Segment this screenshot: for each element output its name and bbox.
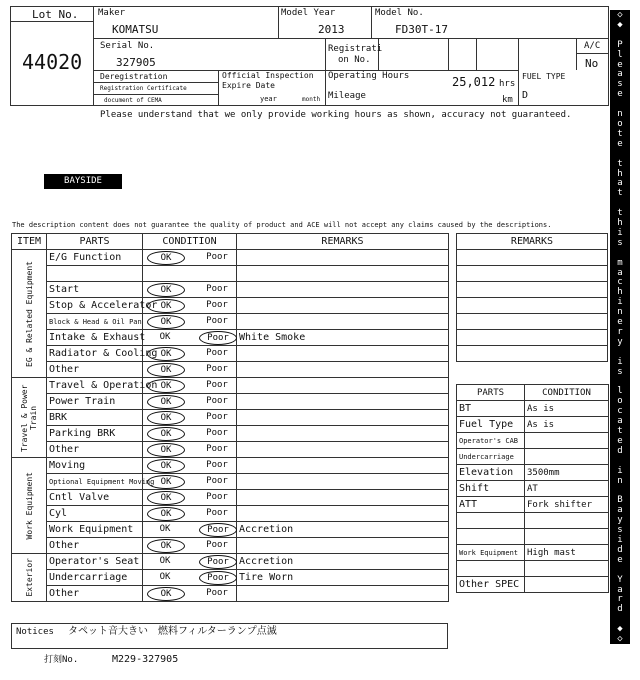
group-label: EG & Related Equipment bbox=[24, 260, 34, 367]
table-row bbox=[457, 465, 609, 481]
right-remarks-header: REMARKS bbox=[457, 234, 608, 250]
condition-cell bbox=[143, 506, 237, 522]
sidebar-char: n bbox=[617, 109, 623, 120]
condition-cell bbox=[143, 442, 237, 458]
registration-label-1: Registrati bbox=[328, 44, 383, 54]
stamp-value: M229-327905 bbox=[112, 654, 179, 665]
model-no-value: FD30T-17 bbox=[395, 23, 448, 36]
table-row bbox=[12, 458, 449, 474]
table-row bbox=[457, 330, 608, 346]
table-row bbox=[457, 282, 608, 298]
sidebar-char: h bbox=[617, 168, 623, 179]
sidebar-char: m bbox=[617, 257, 623, 268]
lot-label: Lot No. bbox=[32, 8, 79, 21]
registration-label-2: on No. bbox=[338, 55, 371, 65]
remarks-cell bbox=[237, 506, 449, 522]
sidebar-char bbox=[610, 198, 630, 208]
remarks-cell bbox=[457, 266, 608, 282]
sidebar-char: s bbox=[617, 79, 623, 90]
condition-cell bbox=[143, 490, 237, 506]
table-row bbox=[12, 586, 449, 602]
table-row bbox=[12, 426, 449, 442]
poor-mark: Poor bbox=[206, 428, 228, 438]
table-row bbox=[457, 401, 609, 417]
table-row bbox=[12, 394, 449, 410]
remarks-cell bbox=[237, 538, 449, 554]
condition-cell bbox=[143, 298, 237, 314]
remarks-cell: White Smoke bbox=[237, 330, 449, 346]
sidebar-char: y bbox=[617, 336, 623, 347]
poor-mark: Poor bbox=[206, 364, 228, 374]
sidebar-char: ◇ bbox=[617, 10, 623, 20]
ok-mark: OK bbox=[147, 443, 185, 457]
part-name: Intake & Exhaust bbox=[47, 330, 143, 346]
sidebar-char: i bbox=[617, 535, 623, 546]
condition-cell bbox=[143, 266, 237, 282]
table-row bbox=[12, 346, 449, 362]
table-row bbox=[12, 506, 449, 522]
group-cell bbox=[12, 250, 47, 378]
group-cell bbox=[12, 458, 47, 554]
table-row bbox=[457, 497, 609, 513]
sidebar-char: a bbox=[617, 267, 623, 278]
part-name: Travel & Operation bbox=[47, 378, 143, 394]
sidebar-char: d bbox=[617, 445, 623, 456]
sidebar-char: d bbox=[617, 604, 623, 615]
poor-mark: Poor bbox=[206, 540, 228, 550]
group-label: Exterior bbox=[24, 558, 34, 597]
ok-mark: OK bbox=[147, 491, 185, 505]
condition-cell bbox=[143, 538, 237, 554]
table-row bbox=[12, 250, 449, 266]
poor-mark: Poor bbox=[199, 331, 237, 345]
fuel-type-value: D bbox=[522, 90, 529, 101]
table-row bbox=[12, 522, 449, 538]
part-name: Operator's Seat bbox=[47, 554, 143, 570]
spec-header-parts: PARTS bbox=[457, 385, 525, 401]
condition-cell bbox=[143, 522, 237, 538]
ok-mark: OK bbox=[147, 283, 185, 297]
spec-value bbox=[525, 449, 609, 465]
sidebar-char: t bbox=[617, 188, 623, 199]
remarks-cell bbox=[237, 250, 449, 266]
ok-mark: OK bbox=[147, 315, 185, 329]
stamp-label: 打刻No. bbox=[44, 655, 79, 665]
spec-value: As is bbox=[525, 417, 609, 433]
sidebar-char: l bbox=[617, 386, 623, 397]
sidebar-char: a bbox=[617, 178, 623, 189]
part-name: Cyl bbox=[47, 506, 143, 522]
poor-mark: Poor bbox=[206, 348, 228, 358]
sidebar-char: P bbox=[617, 39, 623, 50]
km-label: km bbox=[502, 95, 513, 105]
spec-part bbox=[457, 561, 525, 577]
condition-cell bbox=[143, 330, 237, 346]
ac-value: No bbox=[585, 57, 599, 70]
part-name: Work Equipment bbox=[47, 522, 143, 538]
spec-part: Shift bbox=[457, 481, 525, 497]
table-row bbox=[457, 449, 609, 465]
sidebar-char bbox=[610, 347, 630, 357]
condition-cell bbox=[143, 426, 237, 442]
cema-label: document of CEMA bbox=[104, 97, 162, 104]
sidebar-char: h bbox=[617, 287, 623, 298]
ok-mark: OK bbox=[159, 556, 171, 566]
remarks-cell bbox=[237, 474, 449, 490]
condition-cell bbox=[143, 394, 237, 410]
notices-value: タペット音大きい 燃料フィルターランプ点滅 bbox=[68, 626, 277, 637]
part-name: Block & Head & Oil Pan bbox=[47, 314, 143, 330]
sidebar-char: a bbox=[617, 584, 623, 595]
condition-cell bbox=[143, 554, 237, 570]
poor-mark: Poor bbox=[206, 380, 228, 390]
table-row bbox=[457, 346, 608, 362]
ac-label: A/C bbox=[584, 41, 601, 51]
remarks-cell bbox=[237, 490, 449, 506]
header-condition: CONDITION bbox=[143, 234, 237, 250]
sidebar-char: n bbox=[617, 307, 623, 318]
fuel-type-label: FUEL TYPE bbox=[522, 72, 566, 81]
spec-value bbox=[525, 529, 609, 545]
sidebar-char: e bbox=[617, 435, 623, 446]
spec-part: BT bbox=[457, 401, 525, 417]
table-row bbox=[12, 554, 449, 570]
location-tag: BAYSIDE bbox=[44, 174, 122, 189]
ok-mark: OK bbox=[147, 539, 185, 553]
sidebar-char bbox=[610, 377, 630, 387]
remarks-cell bbox=[237, 266, 449, 282]
table-row bbox=[12, 410, 449, 426]
serial-value: 327905 bbox=[116, 56, 156, 69]
table-row bbox=[457, 250, 608, 266]
ok-mark: OK bbox=[147, 459, 185, 473]
remarks-cell bbox=[237, 378, 449, 394]
condition-cell bbox=[143, 314, 237, 330]
remarks-cell bbox=[237, 282, 449, 298]
sidebar-char: ◆ bbox=[617, 624, 623, 635]
spec-value: AT bbox=[525, 481, 609, 497]
ok-mark: OK bbox=[147, 379, 185, 393]
table-row bbox=[457, 561, 609, 577]
group-label: Travel & Power Train bbox=[20, 383, 38, 452]
sidebar-char bbox=[610, 486, 630, 496]
sidebar-char: d bbox=[617, 544, 623, 555]
poor-mark: Poor bbox=[206, 444, 228, 454]
sidebar-char bbox=[610, 99, 630, 109]
condition-cell bbox=[143, 586, 237, 602]
remarks-cell: Tire Worn bbox=[237, 570, 449, 586]
ok-mark: OK bbox=[159, 332, 171, 342]
part-name: Other bbox=[47, 442, 143, 458]
header-parts: PARTS bbox=[47, 234, 143, 250]
sidebar-char: h bbox=[617, 218, 623, 229]
group-label: Work Equipment bbox=[24, 471, 34, 540]
table-row bbox=[12, 538, 449, 554]
ok-mark: OK bbox=[147, 427, 185, 441]
table-row bbox=[12, 362, 449, 378]
part-name: Other bbox=[47, 362, 143, 378]
spec-part: ATT bbox=[457, 497, 525, 513]
spec-value bbox=[525, 513, 609, 529]
spec-part: Work Equipment bbox=[457, 545, 525, 561]
part-name: Parking BRK bbox=[47, 426, 143, 442]
sidebar-char bbox=[610, 565, 630, 575]
condition-cell bbox=[143, 250, 237, 266]
remarks-cell bbox=[237, 394, 449, 410]
hours-notice: Please understand that we only provide working hours as shown, accuracy not guaranteed. bbox=[100, 110, 572, 120]
ok-mark: OK bbox=[147, 299, 185, 313]
operating-hours-value: 25,012 bbox=[452, 75, 496, 89]
part-name: Power Train bbox=[47, 394, 143, 410]
spec-part: Operator's CAB bbox=[457, 433, 525, 449]
remarks-cell bbox=[237, 362, 449, 378]
sidebar-char: s bbox=[617, 237, 623, 248]
spec-value: High mast bbox=[525, 545, 609, 561]
spec-part bbox=[457, 529, 525, 545]
poor-mark: Poor bbox=[206, 316, 228, 326]
poor-mark: Poor bbox=[206, 492, 228, 502]
lot-number: 44020 bbox=[22, 50, 83, 74]
part-name: Optional Equipment Moving bbox=[47, 474, 143, 490]
model-no-label: Model No. bbox=[375, 8, 424, 18]
table-row bbox=[12, 442, 449, 458]
spec-value: As is bbox=[525, 401, 609, 417]
ok-mark: OK bbox=[147, 587, 185, 601]
sidebar-char: i bbox=[617, 356, 623, 367]
reg-cert-label: Registration Certificate bbox=[100, 85, 187, 92]
sidebar-char: o bbox=[617, 118, 623, 129]
part-name: E/G Function bbox=[47, 250, 143, 266]
poor-mark: Poor bbox=[199, 571, 237, 585]
poor-mark: Poor bbox=[199, 523, 237, 537]
poor-mark: Poor bbox=[206, 396, 228, 406]
sidebar-char bbox=[610, 30, 630, 40]
poor-mark: Poor bbox=[206, 588, 228, 598]
spec-part: Elevation bbox=[457, 465, 525, 481]
part-name: BRK bbox=[47, 410, 143, 426]
table-row bbox=[12, 266, 449, 282]
remarks-cell bbox=[457, 330, 608, 346]
spec-value: Fork shifter bbox=[525, 497, 609, 513]
remarks-cell bbox=[237, 442, 449, 458]
header-remarks: REMARKS bbox=[237, 234, 449, 250]
ok-mark: OK bbox=[159, 524, 171, 534]
part-name: Stop & Accelerator bbox=[47, 298, 143, 314]
poor-mark: Poor bbox=[206, 476, 228, 486]
remarks-cell bbox=[457, 314, 608, 330]
table-row bbox=[12, 298, 449, 314]
sidebar-char: l bbox=[617, 49, 623, 60]
operating-hours-label: Operating Hours bbox=[328, 71, 410, 81]
sidebar-char: r bbox=[617, 327, 623, 337]
poor-mark: Poor bbox=[206, 300, 228, 310]
remarks-cell bbox=[237, 314, 449, 330]
table-row bbox=[12, 282, 449, 298]
poor-mark: Poor bbox=[206, 284, 228, 294]
maker-value: KOMATSU bbox=[112, 23, 159, 36]
condition-cell bbox=[143, 410, 237, 426]
condition-cell bbox=[143, 474, 237, 490]
spec-part bbox=[457, 513, 525, 529]
table-row bbox=[457, 529, 609, 545]
part-name: Cntl Valve bbox=[47, 490, 143, 506]
table-row bbox=[457, 481, 609, 497]
part-name: Moving bbox=[47, 458, 143, 474]
month-label: month bbox=[302, 96, 321, 103]
sidebar-char: t bbox=[617, 208, 623, 219]
part-name: Other bbox=[47, 586, 143, 602]
ok-mark: OK bbox=[147, 507, 185, 521]
sidebar-char bbox=[610, 248, 630, 258]
location-sidebar bbox=[610, 10, 630, 644]
sidebar-char: n bbox=[617, 475, 623, 486]
ok-mark: OK bbox=[147, 363, 185, 377]
table-row bbox=[457, 545, 609, 561]
poor-mark: Poor bbox=[206, 412, 228, 422]
table-row bbox=[457, 513, 609, 529]
sidebar-char: c bbox=[617, 277, 623, 288]
part-name: Other bbox=[47, 538, 143, 554]
group-cell bbox=[12, 554, 47, 602]
poor-mark: Poor bbox=[206, 252, 228, 262]
table-row bbox=[12, 490, 449, 506]
header-item: ITEM bbox=[12, 234, 47, 250]
remarks-cell bbox=[237, 410, 449, 426]
disclaimer: The description content does not guarantee the quality of product and ACE will not accept any claims caused by the descriptions. bbox=[12, 221, 552, 229]
sidebar-char: ◆ bbox=[617, 19, 623, 30]
remarks-cell bbox=[237, 298, 449, 314]
part-name: Undercarriage bbox=[47, 570, 143, 586]
table-row bbox=[457, 433, 609, 449]
condition-cell bbox=[143, 378, 237, 394]
sidebar-char bbox=[610, 614, 630, 624]
table-row bbox=[12, 378, 449, 394]
spec-value bbox=[525, 561, 609, 577]
condition-cell bbox=[143, 282, 237, 298]
remarks-cell bbox=[457, 282, 608, 298]
table-row bbox=[12, 314, 449, 330]
remarks-cell bbox=[237, 458, 449, 474]
sidebar-char: e bbox=[617, 317, 623, 328]
ok-mark: OK bbox=[147, 347, 185, 361]
mileage-label: Mileage bbox=[328, 91, 366, 101]
maker-label: Maker bbox=[98, 8, 126, 18]
remarks-cell bbox=[237, 586, 449, 602]
table-row bbox=[12, 474, 449, 490]
part-name bbox=[47, 266, 143, 282]
sidebar-char: o bbox=[617, 396, 623, 407]
spec-header-condition: CONDITION bbox=[525, 385, 609, 401]
ok-mark: OK bbox=[147, 411, 185, 425]
sidebar-char: s bbox=[617, 525, 623, 536]
official-label-1: Official Inspection bbox=[222, 71, 314, 80]
sidebar-char: s bbox=[617, 366, 623, 377]
sidebar-char: y bbox=[617, 515, 623, 526]
year-label: year bbox=[260, 95, 277, 103]
spec-value bbox=[525, 577, 609, 593]
sidebar-char: i bbox=[617, 227, 623, 238]
sidebar-char bbox=[610, 149, 630, 159]
model-year-value: 2013 bbox=[318, 23, 345, 36]
sidebar-char: i bbox=[617, 297, 623, 308]
sidebar-char: e bbox=[617, 138, 623, 149]
sidebar-char: i bbox=[617, 465, 623, 476]
table-row bbox=[457, 298, 608, 314]
sidebar-char: e bbox=[617, 59, 623, 70]
ok-mark: OK bbox=[147, 251, 185, 265]
sidebar-char: e bbox=[617, 554, 623, 565]
poor-mark: Poor bbox=[199, 555, 237, 569]
part-name: Radiator & Cooling bbox=[47, 346, 143, 362]
sidebar-char: r bbox=[617, 594, 623, 605]
spec-value: 3500mm bbox=[525, 465, 609, 481]
ok-mark: OK bbox=[147, 395, 185, 409]
sidebar-char: a bbox=[617, 416, 623, 427]
deregistration-label: Deregistration bbox=[100, 72, 168, 81]
hrs-label: hrs bbox=[499, 79, 516, 89]
spec-part: Undercarriage bbox=[457, 449, 525, 465]
remarks-cell bbox=[457, 346, 608, 362]
poor-mark: Poor bbox=[206, 460, 228, 470]
table-row bbox=[12, 330, 449, 346]
serial-label: Serial No. bbox=[100, 41, 155, 51]
ok-mark: OK bbox=[159, 572, 171, 582]
sidebar-char: e bbox=[617, 89, 623, 100]
remarks-cell: Accretion bbox=[237, 522, 449, 538]
sidebar-char: Y bbox=[617, 574, 623, 585]
sidebar-char: t bbox=[617, 426, 623, 437]
table-row bbox=[457, 417, 609, 433]
spec-part: Other SPEC bbox=[457, 577, 525, 593]
part-name: Start bbox=[47, 282, 143, 298]
condition-cell bbox=[143, 458, 237, 474]
poor-mark: Poor bbox=[206, 508, 228, 518]
sidebar-char: ◇ bbox=[617, 634, 623, 645]
table-row bbox=[12, 570, 449, 586]
condition-cell bbox=[143, 346, 237, 362]
table-row bbox=[457, 577, 609, 593]
official-label-2: Expire Date bbox=[222, 81, 275, 90]
ok-mark: OK bbox=[147, 475, 185, 489]
spec-part: Fuel Type bbox=[457, 417, 525, 433]
condition-cell bbox=[143, 362, 237, 378]
sidebar-char: t bbox=[617, 128, 623, 139]
group-cell bbox=[12, 378, 47, 458]
table-row bbox=[457, 266, 608, 282]
remarks-cell bbox=[457, 250, 608, 266]
sidebar-char bbox=[610, 456, 630, 466]
table-row bbox=[457, 314, 608, 330]
remarks-cell bbox=[237, 346, 449, 362]
sidebar-char: t bbox=[617, 158, 623, 169]
model-year-label: Model Year bbox=[281, 8, 336, 18]
notices-label: Notices bbox=[16, 627, 54, 637]
sidebar-char: a bbox=[617, 69, 623, 80]
sidebar-char: c bbox=[617, 406, 623, 417]
remarks-cell bbox=[457, 298, 608, 314]
spec-value bbox=[525, 433, 609, 449]
condition-cell bbox=[143, 570, 237, 586]
remarks-cell bbox=[237, 426, 449, 442]
remarks-cell: Accretion bbox=[237, 554, 449, 570]
sidebar-char: a bbox=[617, 505, 623, 516]
sidebar-char: B bbox=[617, 495, 623, 506]
